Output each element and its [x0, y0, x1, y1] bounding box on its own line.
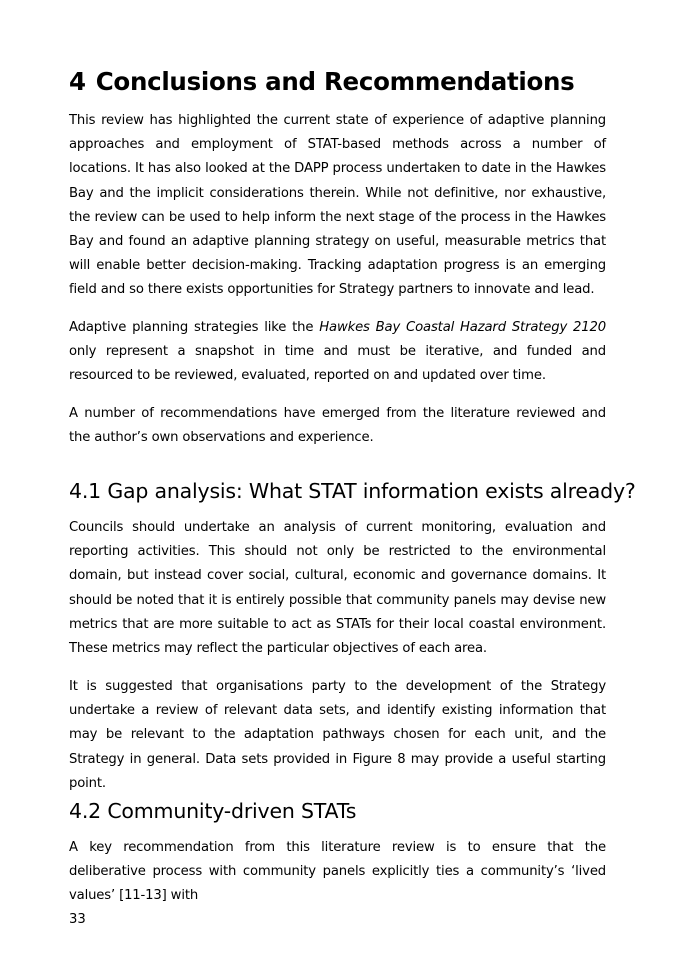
chapter-paragraph-2 — [69, 316, 606, 389]
section-4-1-heading: 4.1 Gap analysis: What STAT information exists already? — [69, 479, 636, 503]
section-4-2-heading: 4.2 Community-driven STATs — [69, 799, 357, 823]
chapter-heading — [69, 66, 574, 98]
section-4-1-paragraph-2: It is suggested that organisations party to the development of the Strategy undertake a review of relevant data sets, and identify existing information that may be relevant to the adaptation pathways chosen for each unit, and the Strategy in general. Data sets provided in Figure 8 may provide a useful starting point. — [69, 679, 606, 791]
strategy-title-italic: Hawkes Bay Coastal Hazard Strategy 2120 — [319, 320, 606, 335]
page-number: 33 — [69, 912, 86, 927]
paragraph-2-text-start: Adaptive planning strategies like the — [69, 320, 320, 335]
chapter-title: Conclusions and Recommendations — [95, 67, 575, 96]
chapter-paragraph-1: This review has highlighted the current state of experience of adaptive planning approaches and employment of STAT-based methods across a number of locations. It has also looked at the DAPP process undertaken to date in the Hawkes Bay and the implicit considerations therein. While not definitive, nor exhaustive, the review can be used to help inform the next stage of the process in the Hawkes Bay and found an adaptive planning strategy on useful, measurable metrics that will enable better decision-making. Tracking adaptation progress is an emerging field and so there exists opportunities for Strategy partners to innovate and lead. — [69, 113, 606, 298]
paragraph-2-text-end: only represent a snapshot in time and must be iterative, and funded and resourced to be reviewed, evaluated, reported on and updated over time. — [69, 344, 606, 384]
section-4-2-paragraph-1: A key recommendation from this literature review is to ensure that the deliberative process with community panels explicitly ties a community’s ‘lived values’ [11-13] with — [69, 840, 606, 904]
chapter-paragraph-3: A number of recommendations have emerged from the literature reviewed and the author’s own observations and experience. — [69, 406, 606, 446]
chapter-number: 4 — [69, 67, 86, 96]
section-4-1-paragraph-1: Councils should undertake an analysis of current monitoring, evaluation and reporting activities. This should not only be restricted to the environmental domain, but instead cover social, cultural, economic and governance domains. It should be noted that it is entirely possible that community panels may devise new metrics that are more suitable to act as STATs for their local coastal environment. These metrics may reflect the particular objectives of each area. — [69, 520, 606, 657]
